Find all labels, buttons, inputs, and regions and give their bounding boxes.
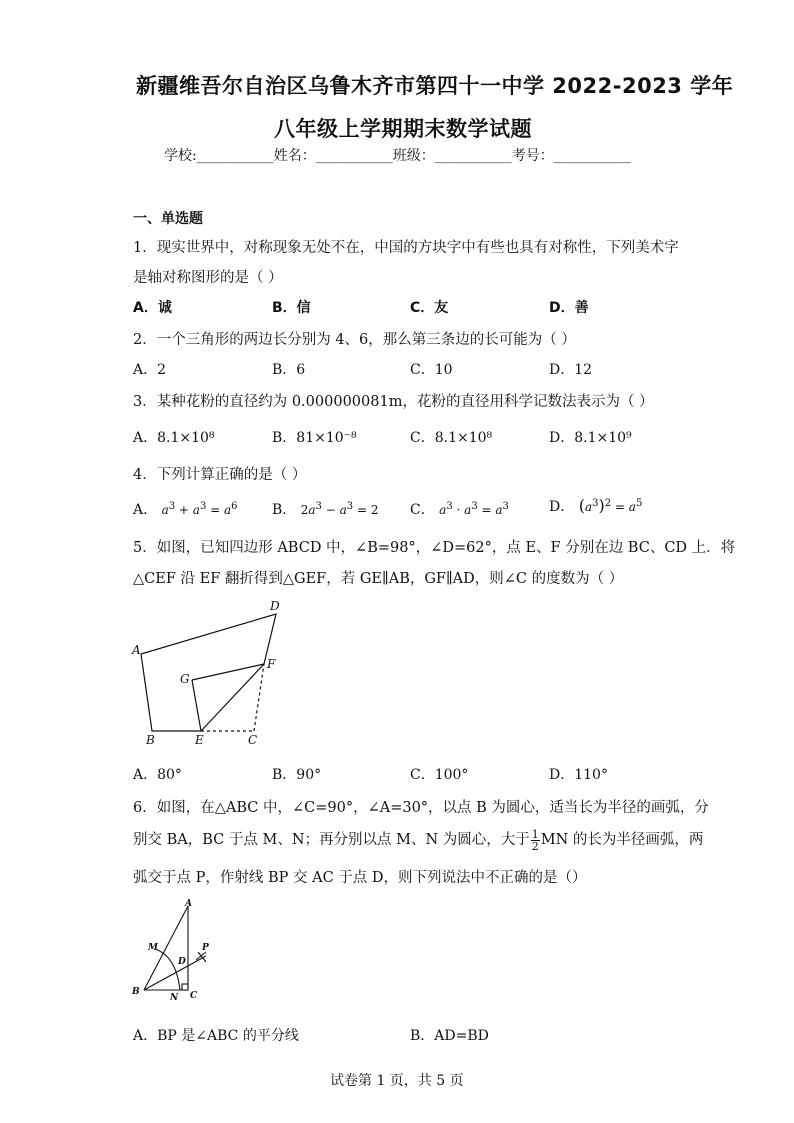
q6-option-b: B．AD=BD <box>410 1028 489 1044</box>
q6-text-line1: 6．如图，在△ABC 中，∠C=90°，∠A=30°，以点 B 为圆心，适当长为半径的画弧，分 <box>133 800 709 816</box>
q2-option-c: C．10 <box>410 362 453 378</box>
q1-option-d: D．善 <box>549 300 589 316</box>
q2-text: 2．一个三角形的两边长分别为 4、6，那么第三条边的长可能为（ ） <box>133 332 576 348</box>
page-title-line1: 新疆维吾尔自治区乌鲁木齐市第四十一中学 2022-2023 学年 <box>136 74 734 98</box>
q5-dashed-cf <box>254 664 264 731</box>
q4-option-a-formula: $a^3 + a^3 = a^6$ <box>161 501 238 517</box>
q1-option-b: B．信 <box>272 300 311 316</box>
student-info-line: 学校:___________姓名：___________班级：___________考号：___________ <box>164 148 631 164</box>
q6-text-line3: 弧交于点 P，作射线 BP 交 AC 于点 D，则下列说法中不正确的是（） <box>133 870 587 886</box>
q2-option-a: A．2 <box>133 362 167 378</box>
q5-edge-gf <box>192 664 264 680</box>
q6-text-line2-post: MN 的长为半径画弧，两 <box>540 832 704 848</box>
q6-label-c: C <box>190 991 198 1001</box>
q4-option-c <box>410 499 509 519</box>
q5-label-b: B <box>146 733 155 747</box>
q4-option-b <box>272 499 378 519</box>
q6-arc-mn <box>155 949 180 990</box>
q4-option-a-letter: A． <box>133 502 158 518</box>
q4-option-b-letter: B． <box>272 502 297 518</box>
q5-label-d: D <box>270 599 280 613</box>
q6-label-p: P <box>202 943 209 953</box>
q5-text-line2: △CEF 沿 EF 翻折得到△GEF，若 GE∥AB，GF∥AD，则∠C 的度数为（ ） <box>133 571 624 587</box>
q5-label-f: F <box>267 657 276 671</box>
q4-option-c-formula: $a^3 \cdot a^3 = a^3$ <box>439 501 509 517</box>
q5-label-c: C <box>248 733 258 747</box>
q2-option-b: B．6 <box>272 362 306 378</box>
q4-text: 4．下列计算正确的是（ ） <box>133 467 307 483</box>
q5-edge-ad-df <box>141 614 276 664</box>
q6-fraction-numerator: 1 <box>531 827 539 841</box>
q6-label-d: D <box>178 957 186 967</box>
q1-text-line1: 1．现实世界中，对称现象无处不在，中国的方块字中有些也具有对称性，下列美术字 <box>133 240 679 256</box>
q4-option-d <box>549 496 642 516</box>
q5-quadrilateral-figure <box>128 598 288 748</box>
q5-edge-ef <box>201 664 264 731</box>
q5-text-line1: 5．如图，已知四边形 ABCD 中，∠B=98°，∠D=62°，点 E、F 分别在边 BC、CD 上．将 <box>133 540 736 556</box>
q5-option-c: C．100° <box>410 767 469 783</box>
q6-label-a: A <box>185 899 192 909</box>
q6-label-n: N <box>170 993 179 1003</box>
q5-option-a: A．80° <box>133 767 182 783</box>
q6-triangle-figure <box>128 898 218 1004</box>
page-title-line2: 八年级上学期期末数学试题 <box>274 117 532 141</box>
q5-option-b: B．90° <box>272 767 322 783</box>
q1-option-c: C．友 <box>410 300 449 316</box>
q4-option-b-formula: $2a^3 - a^3 = 2$ <box>300 501 379 517</box>
q6-text-line2-pre: 别交 BA，BC 于点 M、N；再分别以点 M、N 为圆心，大于 <box>133 832 530 848</box>
q4-option-a <box>133 499 238 519</box>
q6-fraction-denominator: 2 <box>531 839 539 853</box>
q1-option-a: A．诚 <box>133 300 172 316</box>
q4-option-d-formula: $(a^3)^2 = a^5$ <box>578 496 643 515</box>
q1-text-line2: 是轴对称图形的是（ ） <box>133 270 283 286</box>
q5-label-g: G <box>180 672 190 686</box>
q2-option-d: D．12 <box>549 362 593 378</box>
q6-text-line2 <box>133 828 703 852</box>
page-footer: 试卷第 1 页，共 5 页 <box>330 1073 464 1089</box>
q4-option-d-letter: D． <box>549 499 575 515</box>
q3-text: 3．某种花粉的直径约为 0.000000081m，花粉的直径用科学记数法表示为（ ） <box>133 394 654 410</box>
section-title: 一、单选题 <box>133 211 203 227</box>
q6-label-m: M <box>148 943 158 953</box>
q3-option-c: C．8.1×10⁸ <box>410 430 493 446</box>
q5-label-a: A <box>132 643 141 657</box>
q5-edge-ab-be <box>141 654 201 731</box>
q5-edge-eg <box>192 680 201 731</box>
q4-option-c-letter: C． <box>410 502 435 518</box>
q5-label-e: E <box>195 733 204 747</box>
q5-option-d: D．110° <box>549 767 608 783</box>
q6-right-angle-mark <box>182 984 188 990</box>
q3-option-a: A．8.1×10⁸ <box>133 430 215 446</box>
q6-label-b: B <box>132 987 140 997</box>
q3-option-b: B．81×10⁻⁸ <box>272 430 357 446</box>
q6-fraction-half <box>531 829 540 852</box>
q6-option-a: A．BP 是∠ABC 的平分线 <box>133 1028 299 1044</box>
q3-option-d: D．8.1×10⁹ <box>549 430 632 446</box>
